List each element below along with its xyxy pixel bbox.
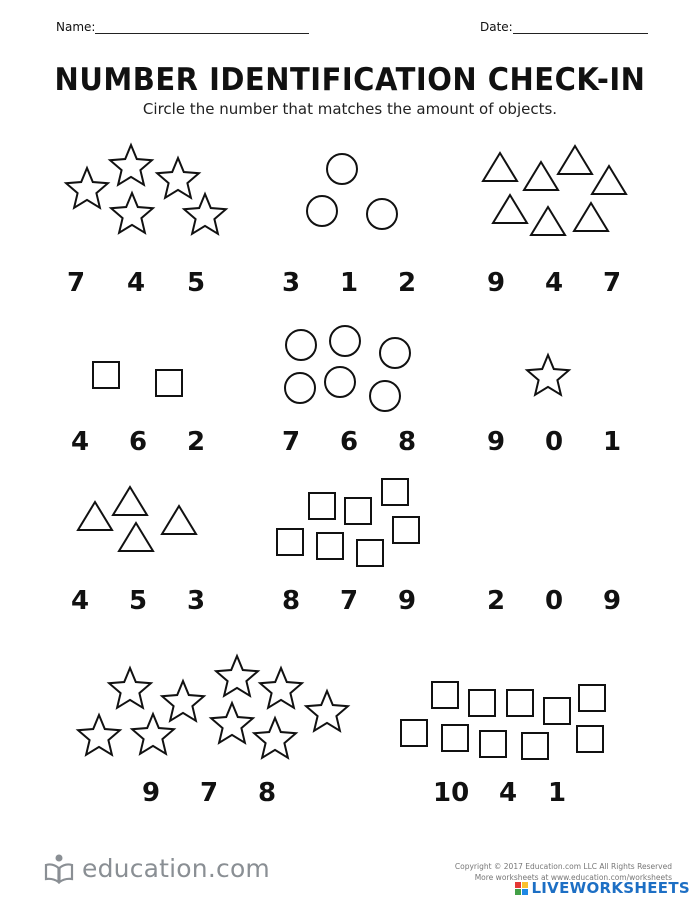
circle-object xyxy=(327,154,357,184)
circle-object xyxy=(325,367,355,397)
triangle-object xyxy=(524,162,558,190)
circle-object xyxy=(307,196,337,226)
choices-3 xyxy=(486,268,622,298)
square-object xyxy=(401,720,427,746)
star-object xyxy=(109,668,151,708)
circle-object xyxy=(285,373,315,403)
object-group xyxy=(307,154,397,229)
square-object xyxy=(93,362,119,388)
brand-name: education.com xyxy=(82,853,270,883)
choices-6 xyxy=(486,427,622,457)
choices-4 xyxy=(70,427,206,457)
more-worksheets-text: More worksheets at www.education.com/worksheets xyxy=(474,873,672,882)
object-group xyxy=(66,145,226,234)
triangle-object xyxy=(113,487,147,515)
choice[interactable]: 2 xyxy=(486,586,506,616)
choice[interactable]: 4 xyxy=(499,778,518,808)
choice[interactable]: 4 xyxy=(70,427,90,457)
square-object xyxy=(544,698,570,724)
choice[interactable]: 9 xyxy=(486,268,506,298)
choice[interactable]: 8 xyxy=(257,778,277,808)
choice[interactable]: 9 xyxy=(486,427,506,457)
circle-object xyxy=(330,326,360,356)
watermark-text: LIVEWORKSHEETS xyxy=(531,879,690,897)
square-object xyxy=(156,370,182,396)
choices-1 xyxy=(66,268,206,298)
square-object xyxy=(522,733,548,759)
star-object xyxy=(132,714,174,754)
star-object xyxy=(162,681,204,721)
choice[interactable]: 4 xyxy=(126,268,146,298)
choice[interactable]: 3 xyxy=(186,586,206,616)
triangle-object xyxy=(592,166,626,194)
square-object xyxy=(577,726,603,752)
object-group xyxy=(78,656,348,758)
circle-object xyxy=(380,338,410,368)
triangle-object xyxy=(119,523,153,551)
choice[interactable]: 6 xyxy=(339,427,359,457)
triangle-object xyxy=(493,195,527,223)
choice[interactable]: 8 xyxy=(397,427,417,457)
square-object xyxy=(442,725,468,751)
education-logo[interactable] xyxy=(42,852,270,884)
book-person-icon xyxy=(42,852,76,884)
choice[interactable]: 7 xyxy=(66,268,86,298)
star-object xyxy=(254,718,296,758)
star-object xyxy=(260,668,302,708)
square-object xyxy=(432,682,458,708)
name-label: Name: xyxy=(56,20,96,34)
choice[interactable]: 7 xyxy=(602,268,622,298)
star-object xyxy=(111,193,153,233)
choices-10 xyxy=(141,778,277,808)
object-group xyxy=(483,146,626,235)
triangle-object xyxy=(531,207,565,235)
choice[interactable]: 8 xyxy=(281,586,301,616)
square-object xyxy=(480,731,506,757)
choices-5 xyxy=(281,427,417,457)
liveworksheets-watermark[interactable] xyxy=(515,879,690,897)
object-group xyxy=(285,326,410,411)
object-group xyxy=(401,682,605,759)
circle-object xyxy=(367,199,397,229)
choices-11 xyxy=(433,778,567,808)
choice[interactable]: 9 xyxy=(602,586,622,616)
square-object xyxy=(309,493,335,519)
choices-2 xyxy=(281,268,417,298)
circle-object xyxy=(286,330,316,360)
choice[interactable]: 9 xyxy=(397,586,417,616)
choice[interactable]: 9 xyxy=(141,778,161,808)
square-object xyxy=(579,685,605,711)
choice[interactable]: 2 xyxy=(186,427,206,457)
choice[interactable]: 5 xyxy=(186,268,206,298)
triangle-object xyxy=(483,153,517,181)
square-object xyxy=(469,690,495,716)
circle-object xyxy=(370,381,400,411)
star-object xyxy=(78,715,120,755)
choice[interactable]: 10 xyxy=(433,778,470,808)
triangle-object xyxy=(574,203,608,231)
choice[interactable]: 2 xyxy=(397,268,417,298)
choice[interactable]: 7 xyxy=(199,778,219,808)
choice[interactable]: 4 xyxy=(544,268,564,298)
triangle-object xyxy=(78,502,112,530)
star-object xyxy=(110,145,152,185)
star-object xyxy=(211,703,253,743)
star-object xyxy=(66,168,108,208)
object-group xyxy=(78,487,196,551)
choice[interactable]: 4 xyxy=(70,586,90,616)
triangle-object xyxy=(558,146,592,174)
choice[interactable]: 7 xyxy=(339,586,359,616)
choices-9 xyxy=(486,586,622,616)
square-object xyxy=(317,533,343,559)
object-group xyxy=(277,479,419,566)
date-label: Date: xyxy=(480,20,513,34)
square-object xyxy=(345,498,371,524)
choice[interactable]: 1 xyxy=(602,427,622,457)
choices-7 xyxy=(70,586,206,616)
instructions: Circle the number that matches the amount of objects. xyxy=(142,100,558,118)
choice[interactable]: 0 xyxy=(544,427,564,457)
liveworksheets-logo-icon xyxy=(515,882,528,895)
square-object xyxy=(507,690,533,716)
star-object xyxy=(527,355,569,395)
choice[interactable]: 5 xyxy=(128,586,148,616)
triangle-object xyxy=(162,506,196,534)
choices-8 xyxy=(281,586,417,616)
square-object xyxy=(277,529,303,555)
star-object xyxy=(157,158,199,198)
choice[interactable]: 3 xyxy=(281,268,301,298)
square-object xyxy=(382,479,408,505)
square-object xyxy=(357,540,383,566)
choice[interactable]: 6 xyxy=(128,427,148,457)
object-group xyxy=(93,362,182,396)
object-group xyxy=(527,355,569,395)
choice[interactable]: 1 xyxy=(547,778,567,808)
star-object xyxy=(306,691,348,731)
worksheet-title: NUMBER IDENTIFICATION CHECK-IN xyxy=(54,60,646,98)
star-object xyxy=(216,656,258,696)
copyright-text: Copyright © 2017 Education.com LLC All Rights Reserved xyxy=(454,862,672,871)
star-object xyxy=(184,194,226,234)
choice[interactable]: 1 xyxy=(339,268,359,298)
choice[interactable]: 0 xyxy=(544,586,564,616)
square-object xyxy=(393,517,419,543)
choice[interactable]: 7 xyxy=(281,427,301,457)
